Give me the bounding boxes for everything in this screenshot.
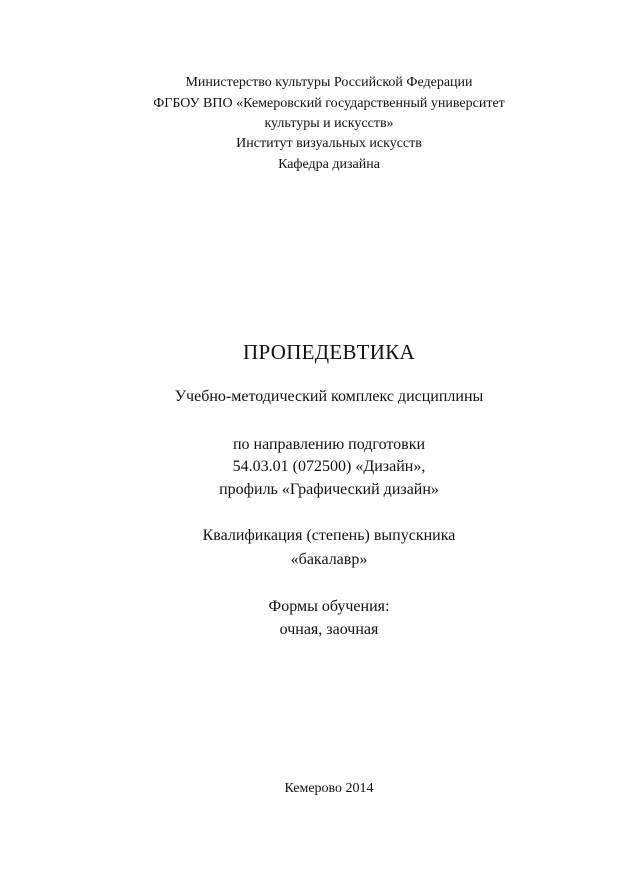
department-line: Кафедра дизайна — [278, 157, 380, 172]
university-line-1: ФГБОУ ВПО «Кемеровский государственный университет — [153, 96, 505, 111]
direction-line-2: 54.03.01 (072500) «Дизайн», — [232, 458, 426, 475]
document-title: ПРОПЕДЕВТИКА — [243, 340, 415, 364]
qualification-line-1: Квалификация (степень) выпускника — [202, 527, 456, 544]
qualification-line-2: «бакалавр» — [290, 551, 368, 568]
document-subtitle: Учебно-методический комплекс дисциплины — [174, 388, 484, 405]
city-year: Кемерово 2014 — [284, 781, 374, 796]
university-line-2: культуры и искусств» — [264, 116, 394, 131]
institute-line: Институт визуальных искусств — [236, 136, 422, 151]
direction-line-3: профиль «Графический дизайн» — [219, 481, 439, 498]
study-forms-line-1: Формы обучения: — [268, 598, 390, 615]
ministry-line: Министерство культуры Российской Федерации — [185, 75, 473, 90]
direction-line-1: по направлению подготовки — [232, 436, 426, 453]
study-forms-line-2: очная, заочная — [279, 621, 379, 638]
